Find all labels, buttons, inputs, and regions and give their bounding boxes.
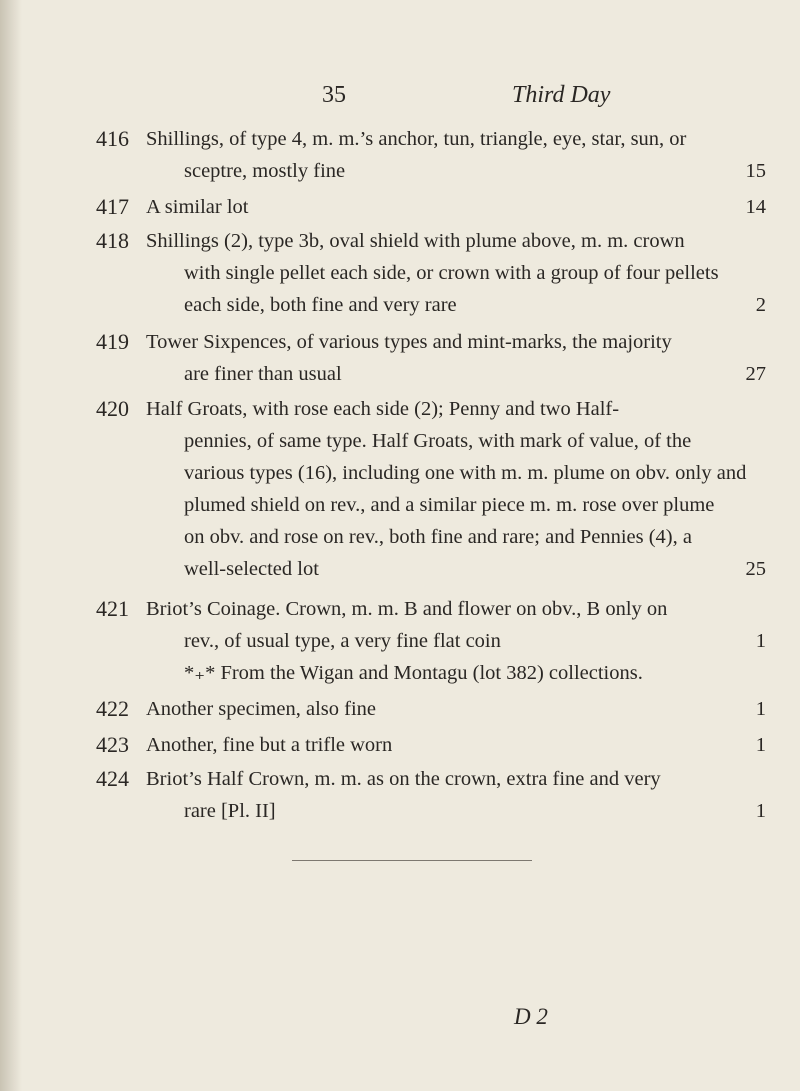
lot-line: [146, 795, 766, 827]
lot-line: Half Groats, with rose each side (2); Penny and two Half-: [146, 398, 620, 420]
lot-line: plumed shield on rev., and a similar piece m. m. rose over plume: [184, 494, 715, 516]
lot-line: pennies, of same type. Half Groats, with mark of value, of the: [184, 430, 692, 452]
lot-description: [146, 225, 766, 321]
lot-line: [146, 155, 766, 187]
lot-number: 416: [96, 126, 129, 151]
lot-description: [146, 729, 766, 761]
lot-price: 1: [755, 630, 766, 652]
lot-description: [146, 123, 766, 187]
lot-line-text: are finer than usual: [184, 363, 342, 385]
lot-line: [146, 191, 766, 223]
lot-price: 15: [745, 160, 766, 182]
lot-price: 1: [755, 698, 766, 720]
lot-line-text: Another, fine but a trifle worn: [146, 734, 393, 756]
page-edge-shadow: [0, 0, 22, 1091]
lot-line-text: sceptre, mostly fine: [184, 160, 346, 182]
lot-line: [146, 693, 766, 725]
lot-line: Briot’s Coinage. Crown, m. m. B and flower on obv., B only on: [146, 598, 668, 620]
lot-number: 423: [96, 732, 129, 757]
lot-line: Tower Sixpences, of various types and mint-marks, the majority: [146, 331, 672, 353]
running-title: Third Day: [512, 82, 611, 108]
lot-line: Shillings (2), type 3b, oval shield with plume above, m. m. crown: [146, 230, 685, 252]
lot-price: 25: [745, 558, 766, 580]
lot-line-text: each side, both fine and very rare: [184, 294, 457, 316]
lot-number: 419: [96, 329, 129, 354]
lot-description: [146, 326, 766, 390]
page-number: 35: [322, 82, 346, 108]
lot-price: 1: [755, 734, 766, 756]
lot-price: 2: [755, 294, 766, 316]
lot-description: [146, 693, 766, 725]
lot-description: [146, 393, 766, 585]
lot-line: with single pellet each side, or crown with a group of four pellets: [184, 262, 719, 284]
lot-number: 418: [96, 228, 129, 253]
lot-line-text: Another specimen, also fine: [146, 698, 376, 720]
lot-number: 420: [96, 396, 129, 421]
lot-line: Briot’s Half Crown, m. m. as on the crown, extra fine and very: [146, 768, 661, 790]
lot-price: 1: [755, 800, 766, 822]
signature-mark: D 2: [514, 1004, 548, 1029]
lot-line: Shillings, of type 4, m. m.’s anchor, tun, triangle, eye, star, sun, or: [146, 128, 687, 150]
lot-number: 422: [96, 696, 129, 721]
lot-number: 421: [96, 596, 129, 621]
page-header: [0, 82, 800, 112]
lot-line-text: well-selected lot: [184, 558, 319, 580]
lot-line: [146, 729, 766, 761]
lot-number: 424: [96, 766, 129, 791]
lot-line-text: rare [Pl. II]: [184, 800, 276, 822]
lot-line: [146, 625, 766, 657]
lot-line: various types (16), including one with m. m. plume on obv. only and: [184, 462, 747, 484]
lot-price: 14: [745, 196, 766, 218]
lot-line: on obv. and rose on rev., both fine and rare; and Pennies (4), a: [184, 526, 692, 548]
lot-description: [146, 593, 766, 689]
section-divider: [292, 860, 532, 861]
lot-line: [146, 553, 766, 585]
lot-line-text: A similar lot: [146, 196, 249, 218]
lot-line: [146, 358, 766, 390]
lot-number: 417: [96, 194, 129, 219]
lot-description: [146, 191, 766, 223]
lot-line-text: rev., of usual type, a very fine flat coin: [184, 630, 501, 652]
lot-line: [146, 289, 766, 321]
lot-provenance-note: *₊* From the Wigan and Montagu (lot 382) collections.: [184, 662, 643, 684]
lot-description: [146, 763, 766, 827]
lot-price: 27: [745, 363, 766, 385]
